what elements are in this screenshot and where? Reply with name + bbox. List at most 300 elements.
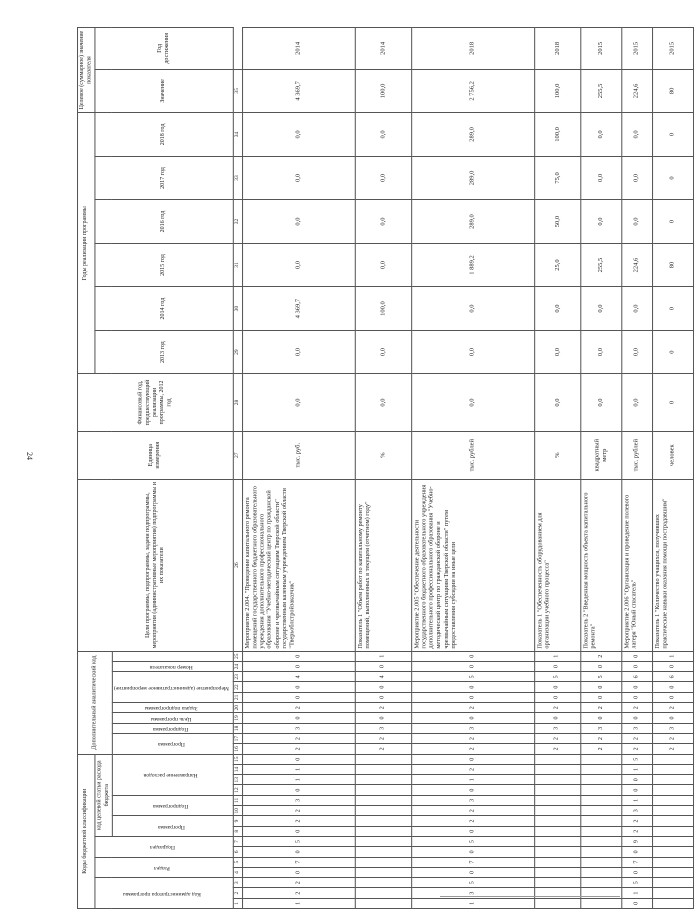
admin-code-header: Код администратора программы xyxy=(123,890,202,897)
code-digit xyxy=(580,775,621,785)
code-digit: 0 xyxy=(242,682,355,692)
row-year-value: 0,0 xyxy=(355,330,411,374)
code-digit: 3 xyxy=(242,795,355,805)
column-number: 32 xyxy=(233,200,242,244)
row-unit: тыс. рублей xyxy=(621,431,652,479)
code-digit: 0 xyxy=(621,692,652,702)
code-digit xyxy=(534,775,580,785)
code-digit xyxy=(534,795,580,805)
code-digit: 6 xyxy=(652,672,693,682)
year-2018-header: 2018 год xyxy=(95,113,233,157)
program-code-header: Программа xyxy=(157,823,185,830)
code-digit: 2 xyxy=(652,744,693,754)
code-digit xyxy=(355,836,411,846)
row-year-value: 0 xyxy=(652,200,693,244)
code-digit xyxy=(355,878,411,888)
code-digit: 0 xyxy=(580,692,621,702)
code-digit: 3 xyxy=(652,723,693,733)
row-target-year: 2015 xyxy=(580,28,621,70)
row-name: Мероприятие 2.004. "Проведение капитального ремонта помещений государственного бюджетного образовательного учреждения дополнительного профессионального образования "Учебно-методический центр по гражданской обороне и чрезвычайным ситуациям Тверской области" государственным казенным учреждением Тверской области "Тверьоблстройзаказчик" xyxy=(242,479,355,651)
row-unit: тыс. руб. xyxy=(242,431,355,479)
program-table-sheet xyxy=(77,27,677,909)
row-unit: квадратный метр xyxy=(580,431,621,479)
row-year-value: 4 369,7 xyxy=(242,287,355,331)
footer-line xyxy=(440,896,620,897)
row-year-value: 1 889,2 xyxy=(411,243,534,287)
code-digit xyxy=(580,878,621,888)
code-digit: 0 xyxy=(580,682,621,692)
row-name: Мероприятие 2.005 "Обеспечение деятельности государственного бюджетного образовательного учреждения дополнительного профессионального образования "Учебно-методический центр по гражданской обороне и чрезвычайным ситуациям Тверской области" путем предоставления субсидии на иные цели xyxy=(411,479,534,651)
code-digit: 3 xyxy=(621,723,652,733)
column-number: 19 xyxy=(233,713,242,723)
column-number: 33 xyxy=(233,156,242,200)
row-year-value: 0,0 xyxy=(580,113,621,157)
row-name: Показатель 1 "Обеспеченность оборудованием для организации учебного процесса" xyxy=(534,479,580,651)
code-digit: 5 xyxy=(621,878,652,888)
table-row xyxy=(621,28,652,909)
add-class-header: Дополнительный аналитический код xyxy=(78,651,112,754)
column-number: 13 xyxy=(233,775,242,785)
table-row xyxy=(355,28,411,909)
code-digit xyxy=(652,857,693,867)
section-header: Раздел xyxy=(154,865,171,872)
row-year-value: 289,0 xyxy=(411,113,534,157)
code-digit xyxy=(355,775,411,785)
code-digit: 0 xyxy=(411,867,534,877)
code-digit: 3 xyxy=(355,723,411,733)
column-number: 34 xyxy=(233,113,242,157)
code-digit: 1 xyxy=(652,651,693,661)
code-digit: 2 xyxy=(621,816,652,826)
code-digit: 3 xyxy=(411,888,534,898)
code-digit: 0 xyxy=(534,713,580,723)
column-number: 2 xyxy=(233,888,242,898)
code-digit xyxy=(580,836,621,846)
column-number: 26 xyxy=(233,479,242,651)
column-number: 15 xyxy=(233,754,242,764)
row-year-value: 25,0 xyxy=(534,243,580,287)
code-digit xyxy=(652,764,693,774)
code-digit: 5 xyxy=(411,672,534,682)
code-digit: 2 xyxy=(580,651,621,661)
row-name: Показатель 1 "Объем работ по капитальному ремонту помещений, выполненных в текущем (отчетном) году" xyxy=(355,479,411,651)
code-digit: 3 xyxy=(621,806,652,816)
code-digit xyxy=(534,764,580,774)
code-digit: 2 xyxy=(534,703,580,713)
row-year-value: 0 xyxy=(652,287,693,331)
code-digit xyxy=(355,764,411,774)
code-digit: 2 xyxy=(411,703,534,713)
code-digit xyxy=(580,785,621,795)
budget-codes-header: Коды бюджетной классификации xyxy=(78,754,95,908)
code-digit xyxy=(355,847,411,857)
row-year-value: 0,0 xyxy=(242,243,355,287)
code-digit: 2 xyxy=(411,764,534,774)
code-digit: 3 xyxy=(534,723,580,733)
code-digit xyxy=(534,847,580,857)
code-digit: 0 xyxy=(621,898,652,908)
code-digit: 2 xyxy=(411,816,534,826)
code-digit xyxy=(355,806,411,816)
row-target-year: 2015 xyxy=(621,28,652,70)
code-digit: 5 xyxy=(534,672,580,682)
code-digit xyxy=(652,816,693,826)
code-digit: 0 xyxy=(242,692,355,702)
subprogram-short-header: Подпрограмма xyxy=(153,725,189,732)
column-number: 3 xyxy=(233,878,242,888)
code-digit: 1 xyxy=(621,795,652,805)
code-digit: 2 xyxy=(242,816,355,826)
row-year-value: 0,0 xyxy=(242,330,355,374)
column-number: 9 xyxy=(233,816,242,826)
code-digit: 2 xyxy=(534,733,580,743)
code-digit xyxy=(534,785,580,795)
code-digit: 0 xyxy=(242,847,355,857)
row-name: Мероприятие 2.006 "Организация и проведение полевого лагеря "Юный спасатель" xyxy=(621,479,652,651)
row-year-value: 0 xyxy=(652,330,693,374)
row-name: Показатель 1 "Количество учащихся, получивших практические навыки оказания помощи пострадавшим" xyxy=(652,479,693,651)
code-digit xyxy=(652,898,693,908)
row-base-value: 0,0 xyxy=(534,374,580,431)
code-digit: 0 xyxy=(411,682,534,692)
row-year-value: 100,0 xyxy=(534,113,580,157)
code-digit xyxy=(534,816,580,826)
row-year-value: 255,5 xyxy=(580,243,621,287)
code-digit: 0 xyxy=(242,785,355,795)
code-digit: 0 xyxy=(242,754,355,764)
column-number: 8 xyxy=(233,826,242,836)
row-target-value: 4 369,7 xyxy=(242,69,355,113)
program-short-header: Программа xyxy=(157,741,185,748)
code-digit xyxy=(355,754,411,764)
code-digit xyxy=(652,795,693,805)
row-year-value: 0,0 xyxy=(411,330,534,374)
code-digit: 1 xyxy=(411,775,534,785)
column-number: 10 xyxy=(233,806,242,816)
column-number: 4 xyxy=(233,867,242,877)
code-digit: 0 xyxy=(242,826,355,836)
code-digit: 3 xyxy=(411,723,534,733)
row-year-value: 80 xyxy=(652,243,693,287)
code-digit: 7 xyxy=(242,857,355,867)
code-digit: 1 xyxy=(242,764,355,774)
column-number: 20 xyxy=(233,703,242,713)
code-digit xyxy=(534,836,580,846)
row-target-year: 2014 xyxy=(355,28,411,70)
row-target-value: 100,0 xyxy=(534,69,580,113)
code-digit: 4 xyxy=(242,672,355,682)
code-digit: 1 xyxy=(621,764,652,774)
row-year-value: 50,0 xyxy=(534,200,580,244)
row-year-value: 100,0 xyxy=(355,287,411,331)
column-number: 14 xyxy=(233,764,242,774)
code-digit: 0 xyxy=(621,682,652,692)
code-digit: 1 xyxy=(355,651,411,661)
task-header: Задача подпрограммы xyxy=(144,705,198,712)
row-year-value: 0,0 xyxy=(355,243,411,287)
code-digit: 2 xyxy=(242,888,355,898)
subprogram-code-header: Подпрограмма xyxy=(153,803,189,810)
column-number: 7 xyxy=(233,836,242,846)
code-digit: 0 xyxy=(580,661,621,671)
column-number: 5 xyxy=(233,857,242,867)
code-digit: 0 xyxy=(411,651,534,661)
column-number: 21 xyxy=(233,692,242,702)
code-digit: 7 xyxy=(411,857,534,867)
code-digit: 5 xyxy=(411,878,534,888)
year-2017-header: 2017 год xyxy=(95,156,233,200)
row-year-value: 0,0 xyxy=(621,156,652,200)
row-year-value: 0 xyxy=(652,156,693,200)
row-base-value: 0 xyxy=(652,374,693,431)
code-digit: 1 xyxy=(621,888,652,898)
code-digit xyxy=(355,826,411,836)
code-digit xyxy=(580,754,621,764)
column-number: 29 xyxy=(233,330,242,374)
code-digit: 0 xyxy=(411,661,534,671)
row-year-value: 0,0 xyxy=(621,200,652,244)
column-number: 18 xyxy=(233,723,242,733)
column-number: 35 xyxy=(233,69,242,113)
code-digit: 0 xyxy=(621,847,652,857)
row-target-value: 255,5 xyxy=(580,69,621,113)
row-year-value: 0,0 xyxy=(621,330,652,374)
code-digit xyxy=(355,785,411,795)
goal-header: Цель программы xyxy=(150,715,192,722)
row-target-value: 2 756,2 xyxy=(411,69,534,113)
row-year-value: 0,0 xyxy=(411,287,534,331)
code-digit xyxy=(355,795,411,805)
code-digit xyxy=(652,847,693,857)
row-year-value: 289,0 xyxy=(411,200,534,244)
row-year-value: 0,0 xyxy=(580,330,621,374)
code-digit xyxy=(355,816,411,826)
code-digit: 4 xyxy=(355,672,411,682)
code-digit xyxy=(580,867,621,877)
code-digit xyxy=(355,888,411,898)
code-digit: 3 xyxy=(242,723,355,733)
code-digit: 0 xyxy=(621,651,652,661)
code-digit: 5 xyxy=(411,836,534,846)
row-year-value: 0,0 xyxy=(534,330,580,374)
code-digit xyxy=(534,878,580,888)
row-unit: тыс. рублей xyxy=(411,431,534,479)
code-digit xyxy=(580,898,621,908)
code-digit xyxy=(534,806,580,816)
row-target-year: 2015 xyxy=(652,28,693,70)
row-year-value: 75,0 xyxy=(534,156,580,200)
code-digit: 2 xyxy=(621,744,652,754)
code-digit xyxy=(534,867,580,877)
page-number: 24 xyxy=(25,452,34,460)
row-year-value: 0,0 xyxy=(621,113,652,157)
row-base-value: 0,0 xyxy=(411,374,534,431)
code-digit: 2 xyxy=(242,703,355,713)
code-digit: 2 xyxy=(242,744,355,754)
code-digit: 2 xyxy=(621,703,652,713)
row-year-value: 0,0 xyxy=(580,287,621,331)
code-digit: 0 xyxy=(580,713,621,723)
row-target-value: 80 xyxy=(652,69,693,113)
code-digit: 2 xyxy=(355,733,411,743)
code-digit: 2 xyxy=(580,703,621,713)
column-number: 30 xyxy=(233,287,242,331)
row-year-value: 0,0 xyxy=(355,200,411,244)
program-table xyxy=(77,27,694,909)
code-digit: 2 xyxy=(242,733,355,743)
column-number: 17 xyxy=(233,733,242,743)
code-digit: 3 xyxy=(411,795,534,805)
code-digit xyxy=(652,836,693,846)
row-name: Показатель 2 "Введенная мощность объекта капитального ремонта" xyxy=(580,479,621,651)
code-digit: 2 xyxy=(652,733,693,743)
code-digit: 0 xyxy=(355,661,411,671)
code-digit: 1 xyxy=(534,651,580,661)
row-unit: % xyxy=(355,431,411,479)
fin-year-header: Финансовый год, предшествующий реализации программы, 2012 год xyxy=(78,374,233,431)
row-year-value: 0,0 xyxy=(580,200,621,244)
code-digit: 2 xyxy=(534,744,580,754)
code-digit xyxy=(652,785,693,795)
code-digit: 0 xyxy=(652,661,693,671)
code-digit xyxy=(580,795,621,805)
row-target-year: 2014 xyxy=(242,28,355,70)
measure-header: Мероприятие (административное мероприятие) xyxy=(113,684,229,691)
code-digit: 0 xyxy=(621,713,652,723)
column-number: 27 xyxy=(233,431,242,479)
code-digit xyxy=(580,816,621,826)
column-number: 24 xyxy=(233,661,242,671)
row-year-value: 0,0 xyxy=(242,200,355,244)
code-digit xyxy=(534,754,580,764)
code-digit: 0 xyxy=(652,682,693,692)
code-digit xyxy=(580,826,621,836)
year-2016-header: 2016 год xyxy=(95,200,233,244)
target-value-header: Значение xyxy=(95,69,233,113)
table-row xyxy=(242,28,355,909)
row-target-value: 100,0 xyxy=(355,69,411,113)
code-digit xyxy=(652,867,693,877)
code-digit: 1 xyxy=(242,898,355,908)
column-number: 28 xyxy=(233,374,242,431)
code-digit xyxy=(580,847,621,857)
code-digit xyxy=(534,826,580,836)
code-digit: 2 xyxy=(242,806,355,816)
row-year-value: 224,6 xyxy=(621,243,652,287)
code-digit: 0 xyxy=(411,826,534,836)
code-digit: 0 xyxy=(652,692,693,702)
code-digit: 6 xyxy=(621,672,652,682)
target-year-header: Год достижения xyxy=(95,28,233,70)
row-target-value: 224,6 xyxy=(621,69,652,113)
column-number: 16 xyxy=(233,744,242,754)
row-year-value: 0,0 xyxy=(534,287,580,331)
code-digit: 2 xyxy=(580,744,621,754)
code-digit: 0 xyxy=(652,713,693,723)
column-number: 31 xyxy=(233,243,242,287)
code-digit: 0 xyxy=(355,682,411,692)
table-row xyxy=(534,28,580,909)
code-digit xyxy=(534,898,580,908)
row-target-year: 2018 xyxy=(534,28,580,70)
column-number: 25 xyxy=(233,651,242,661)
code-digit: 3 xyxy=(580,723,621,733)
row-target-year: 2018 xyxy=(411,28,534,70)
code-digit: 7 xyxy=(621,857,652,867)
table-row xyxy=(652,28,693,909)
row-year-value: 0,0 xyxy=(242,113,355,157)
code-digit: 2 xyxy=(355,744,411,754)
code-digit: 2 xyxy=(411,744,534,754)
code-digit: 2 xyxy=(652,703,693,713)
code-digit: 0 xyxy=(242,651,355,661)
subsection-header: Подраздел xyxy=(149,844,175,851)
code-digit xyxy=(355,857,411,867)
row-year-value: 289,0 xyxy=(411,156,534,200)
code-digit xyxy=(580,806,621,816)
row-base-value: 0,0 xyxy=(580,374,621,431)
table-row xyxy=(580,28,621,909)
row-year-value: 0,0 xyxy=(355,113,411,157)
row-unit: человек xyxy=(652,431,693,479)
column-number: 6 xyxy=(233,847,242,857)
unit-col-header: Единица измерения xyxy=(78,431,233,479)
code-digit: 0 xyxy=(621,867,652,877)
code-digit xyxy=(580,857,621,867)
code-digit: 0 xyxy=(534,682,580,692)
code-digit: 2 xyxy=(621,733,652,743)
code-digit: 0 xyxy=(411,847,534,857)
code-digit: 2 xyxy=(580,733,621,743)
code-digit: 1 xyxy=(242,775,355,785)
code-digit: 0 xyxy=(242,661,355,671)
code-digit: 2 xyxy=(621,826,652,836)
code-digit xyxy=(652,806,693,816)
column-number: 22 xyxy=(233,682,242,692)
row-year-value: 0,0 xyxy=(242,156,355,200)
table-body xyxy=(242,28,693,909)
code-digit: 0 xyxy=(621,775,652,785)
direction-header: Направление расходов xyxy=(143,772,198,779)
code-digit xyxy=(580,764,621,774)
column-number: 23 xyxy=(233,672,242,682)
years-header: Годы реализации программы xyxy=(78,113,95,374)
code-digit: 0 xyxy=(355,713,411,723)
code-digit: 9 xyxy=(621,836,652,846)
indicator-no-header: Номер показателя xyxy=(149,664,193,671)
code-digit: 0 xyxy=(242,867,355,877)
target-article-header: код целевой статьи расхода бюджета xyxy=(95,754,112,836)
column-number: 1 xyxy=(233,898,242,908)
code-digit: 0 xyxy=(411,713,534,723)
row-year-value: 0,0 xyxy=(355,156,411,200)
code-digit xyxy=(355,898,411,908)
code-digit: 5 xyxy=(580,672,621,682)
code-digit: 0 xyxy=(621,661,652,671)
column-number: 12 xyxy=(233,785,242,795)
code-digit: 0 xyxy=(534,692,580,702)
row-base-value: 0,0 xyxy=(621,374,652,431)
code-digit: 0 xyxy=(411,754,534,764)
code-digit: 0 xyxy=(621,785,652,795)
code-digit: 0 xyxy=(355,692,411,702)
name-col-header: Цели программы, подпрограммы, задачи подпрограммы, мероприятия (административные мероприятия) подпрограммы и их показатели xyxy=(78,479,233,651)
code-digit: 1 xyxy=(411,898,534,908)
row-year-value: 0,0 xyxy=(621,287,652,331)
code-digit: 0 xyxy=(411,692,534,702)
row-unit: % xyxy=(534,431,580,479)
target-header: Целевое (суммарное) значение показателя xyxy=(78,28,95,113)
